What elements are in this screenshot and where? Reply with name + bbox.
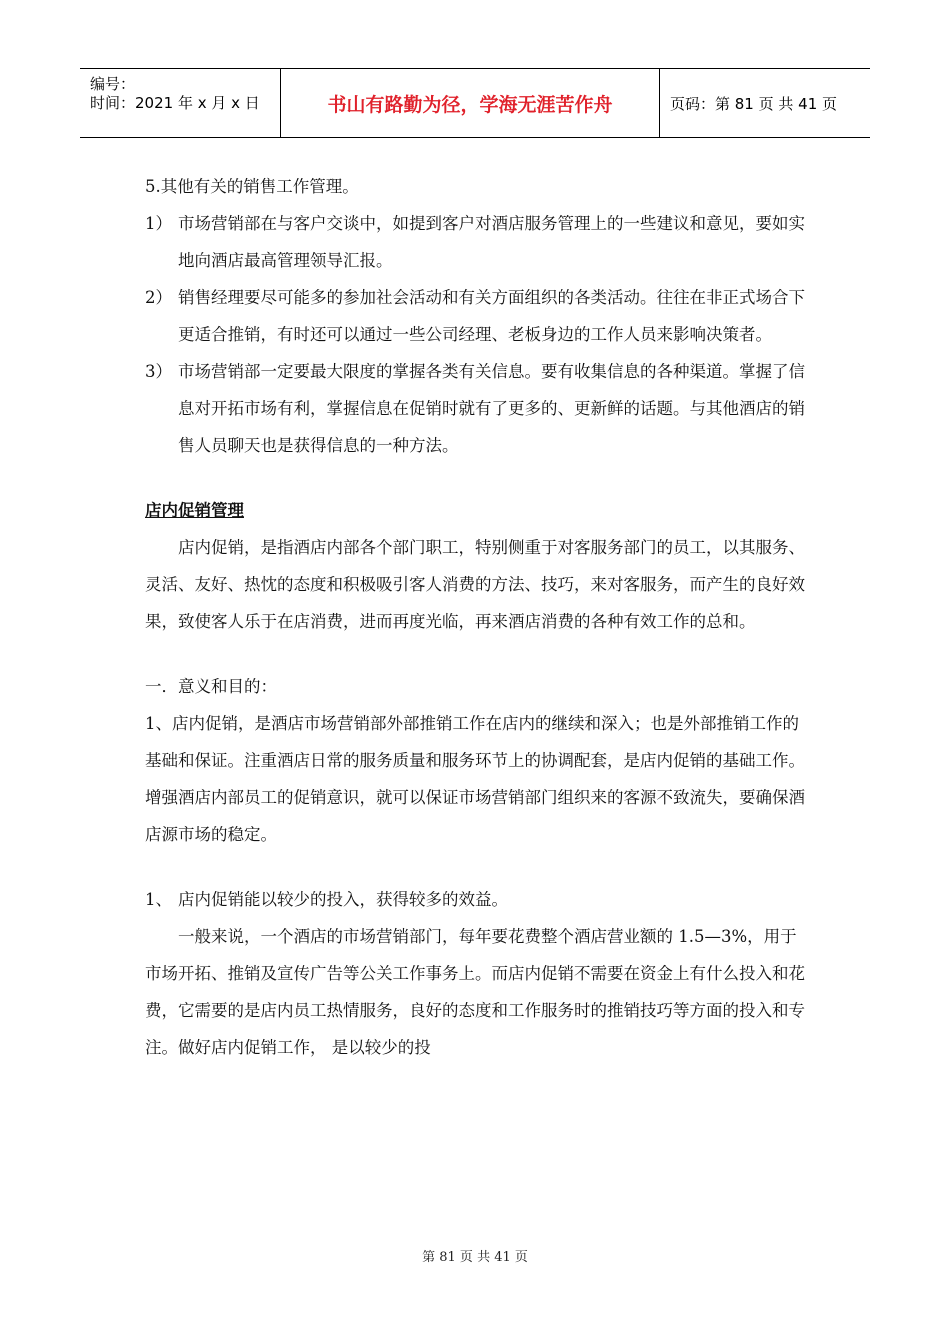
page-header	[80, 68, 870, 138]
list-item-number: 1）	[145, 214, 172, 233]
section1-title: 一．意义和目的：	[145, 677, 277, 696]
header-meta-cell	[80, 69, 281, 137]
spacer	[145, 640, 810, 668]
spacer	[145, 853, 810, 881]
list-item-text: 市场营销部一定要最大限度的掌握各类有关信息。要有收集信息的各种渠道。掌握了信息对开拓市场有利，掌握信息在促销时就有了更多的、更新鲜的话题。与其他酒店的销售人员聊天也是获得信息的一种方法。	[178, 362, 805, 455]
list-item-text: 市场营销部在与客户交谈中，如提到客户对酒店服务管理上的一些建议和意见，要如实地向酒店最高管理领导汇报。	[178, 214, 805, 270]
point-1: 1、店内促销，是酒店市场营销部外部推销工作在店内的继续和深入；也是外部推销工作的基础和保证。注重酒店日常的服务质量和服务环节上的协调配套，是店内促销的基础工作。增强酒店内部员工的促销意识，就可以保证市场营销部门组织来的客源不致流失，要确保酒店源市场的稳定。	[145, 714, 805, 844]
number-label: 编号：	[90, 75, 136, 93]
point-2-body: 一般来说，一个酒店的市场营销部门，每年要花费整个酒店营业额的 1.5—3%，用于市场开拓、推销及宣传广告等公关工作事务上。而店内促销不需要在资金上有什么投入和花费，它需要的是店内员工热情服务，良好的态度和工作服务时的推销技巧等方面的投入和专注。做好店内促销工作， 是以较少的投	[145, 927, 805, 1057]
point-2	[145, 881, 810, 918]
list-item	[145, 353, 810, 464]
list-item-number: 2）	[145, 288, 172, 307]
list-item	[145, 205, 810, 279]
point-2-text: 店内促销能以较少的投入，获得较多的效益。	[178, 890, 508, 909]
promo-heading: 店内促销管理	[145, 501, 244, 520]
promo-definition: 店内促销，是指酒店内部各个部门职工，特别侧重于对客服务部门的员工，以其服务、灵活、友好、热忱的态度和积极吸引客人消费的方法、技巧，来对客服务，而产生的良好效果，致使客人乐于在店消费，进而再度光临，再来酒店消费的各种有效工作的总和。	[145, 538, 805, 631]
page-footer: 第 81 页 共 41 页	[422, 1250, 528, 1265]
list-item-number: 3）	[145, 362, 172, 381]
section5-title: 5.其他有关的销售工作管理。	[145, 177, 359, 196]
list-item	[145, 279, 810, 353]
header-page-cell	[660, 69, 870, 137]
point-2-number: 1、	[145, 890, 172, 909]
spacer	[145, 464, 810, 492]
time-label: 时间：2021 年 x 月 x 日	[90, 94, 260, 112]
list-item-text: 销售经理要尽可能多的参加社会活动和有关方面组织的各类活动。往往在非正式场合下更适合推销，有时还可以通过一些公司经理、老板身边的工作人员来影响决策者。	[178, 288, 805, 344]
header-motto: 书山有路勤为径，学海无涯苦作舟	[281, 69, 660, 137]
header-page-label: 页码：第 81 页 共 41 页	[670, 94, 838, 113]
document-body	[145, 168, 810, 1066]
